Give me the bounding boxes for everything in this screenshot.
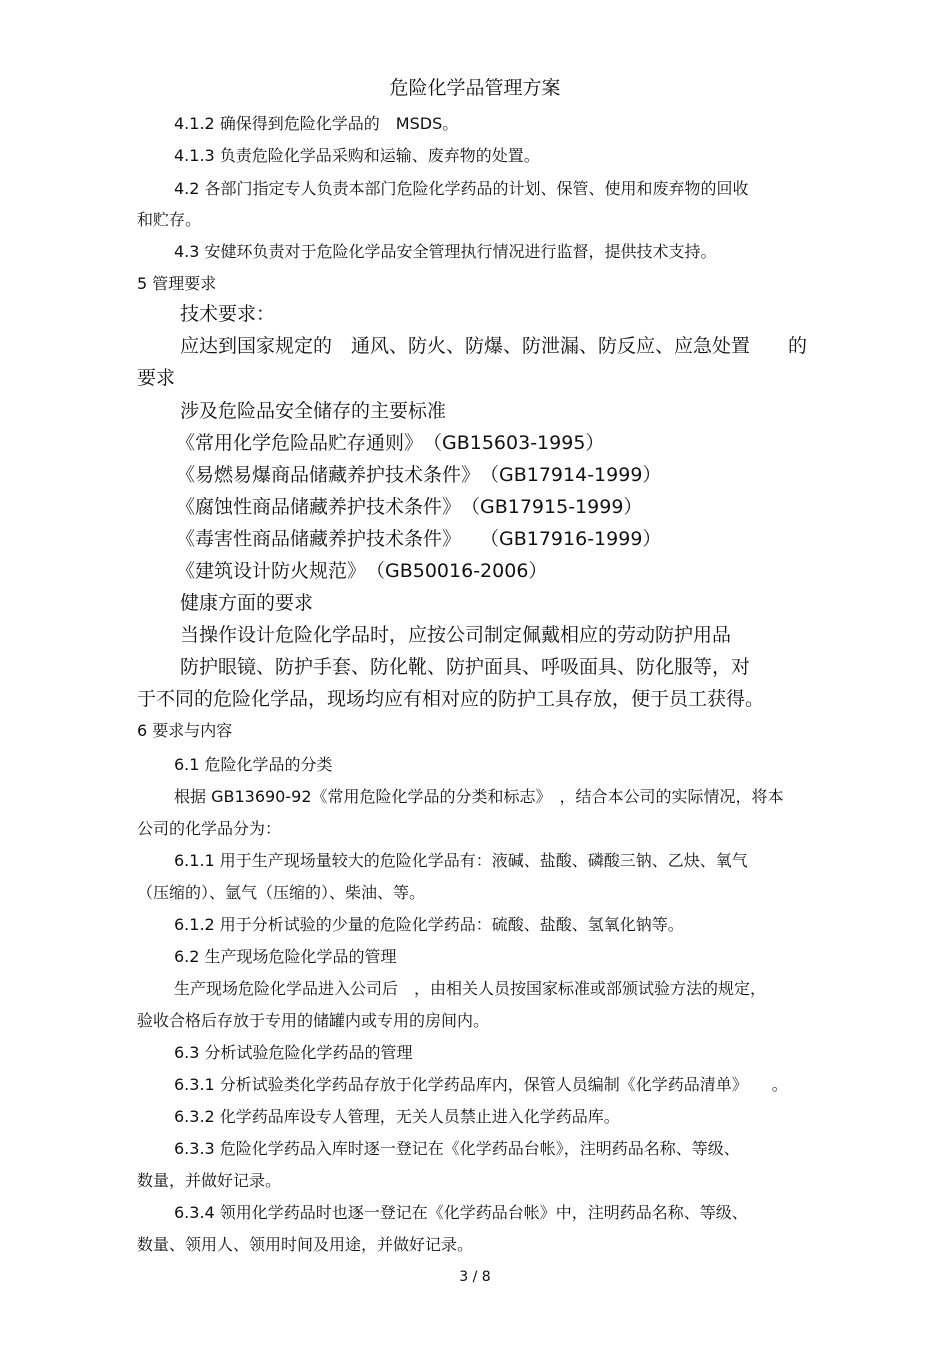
text-line: 6.1.2 用于分析试验的少量的危险化学药品：硫酸、盐酸、氢氧化钠等。	[174, 915, 684, 934]
section-heading: 6 要求与内容	[137, 721, 233, 740]
text-line: 数量、领用人、领用时间及用途，并做好记录。	[137, 1235, 474, 1254]
text-line: 6.3.3 危险化学药品入库时逐一登记在《化学药品台帐》，注明药品名称、等级、	[174, 1139, 740, 1158]
text-line: 6.3.1 分析试验类化学药品存放于化学药品库内，保管人员编制《化学药品清单》 。	[174, 1075, 788, 1094]
text-line: 验收合格后存放于专用的储罐内或专用的房间内。	[137, 1011, 490, 1030]
text-line: 应达到国家规定的 通风、防火、防爆、防泄漏、防反应、应急处置 的	[180, 335, 808, 357]
text-line: 6.3 分析试验危险化学药品的管理	[174, 1043, 413, 1062]
standard-item: 《建筑设计防火规范》 （GB50016-2006）	[176, 560, 548, 582]
text-line: （压缩的）、氩气（压缩的）、柴油、等。	[137, 883, 426, 902]
text-line: 4.1.2 确保得到危险化学品的 MSDS。	[174, 114, 459, 133]
text-line: 数量，并做好记录。	[137, 1171, 282, 1190]
page-title: 危险化学品管理方案	[389, 77, 561, 99]
standard-item: 《腐蚀性商品储藏养护技术条件》 （GB17915-1999）	[176, 496, 643, 518]
text-line: 4.2 各部门指定专人负责本部门危险化学药品的计划、保管、使用和废弃物的回收	[174, 179, 749, 198]
text-line: 和贮存。	[137, 210, 202, 229]
text-line: 6.3.2 化学药品库设专人管理，无关人员禁止进入化学药品库。	[174, 1107, 620, 1126]
text-line: 6.2 生产现场危险化学品的管理	[174, 947, 397, 966]
standard-item: 《易燃易爆商品储藏养护技术条件》 （GB17914-1999）	[176, 464, 662, 486]
text-line: 4.1.3 负责危险化学品采购和运输、废弃物的处置。	[174, 146, 540, 165]
text-line: 6.1 危险化学品的分类	[174, 755, 333, 774]
standard-item: 《常用化学危险品贮存通则》 （GB15603-1995）	[176, 432, 605, 454]
text-line: 要求	[137, 367, 176, 389]
text-line: 防护眼镜、防护手套、防化靴、防护面具、呼吸面具、防化服等，对	[180, 656, 751, 678]
section-heading: 5 管理要求	[137, 274, 217, 293]
text-line: 4.3 安健环负责对于危险化学品安全管理执行情况进行监督，提供技术支持。	[174, 242, 717, 261]
text-line: 技术要求：	[180, 303, 276, 325]
text-line: 6.1.1 用于生产现场量较大的危险化学品有：液碱、盐酸、磷酸三钠、乙炔、氧气	[174, 851, 748, 870]
page-number: 3 / 8	[459, 1269, 491, 1285]
text-line: 当操作设计危险化学品时，应按公司制定佩戴相应的劳动防护用品	[180, 624, 732, 646]
standard-item: 《毒害性商品储藏养护技术条件》 （GB17916-1999）	[176, 528, 662, 550]
text-line: 公司的化学品分为：	[137, 819, 282, 838]
text-line: 涉及危险品安全储存的主要标准	[180, 400, 447, 422]
text-line: 6.3.4 领用化学药品时也逐一登记在《化学药品台帐》中，注明药品名称、等级、	[174, 1203, 748, 1222]
text-line: 根据 GB13690-92《常用危险化学品的分类和标志》 ，结合本公司的实际情况，将本	[174, 787, 784, 806]
text-line: 于不同的危险化学品，现场均应有相对应的防护工具存放，便于员工获得。	[137, 688, 765, 710]
text-line: 健康方面的要求	[180, 592, 314, 614]
text-line: 生产现场危险化学品进入公司后 ，由相关人员按国家标准或部颁试验方法的规定，	[174, 979, 767, 998]
